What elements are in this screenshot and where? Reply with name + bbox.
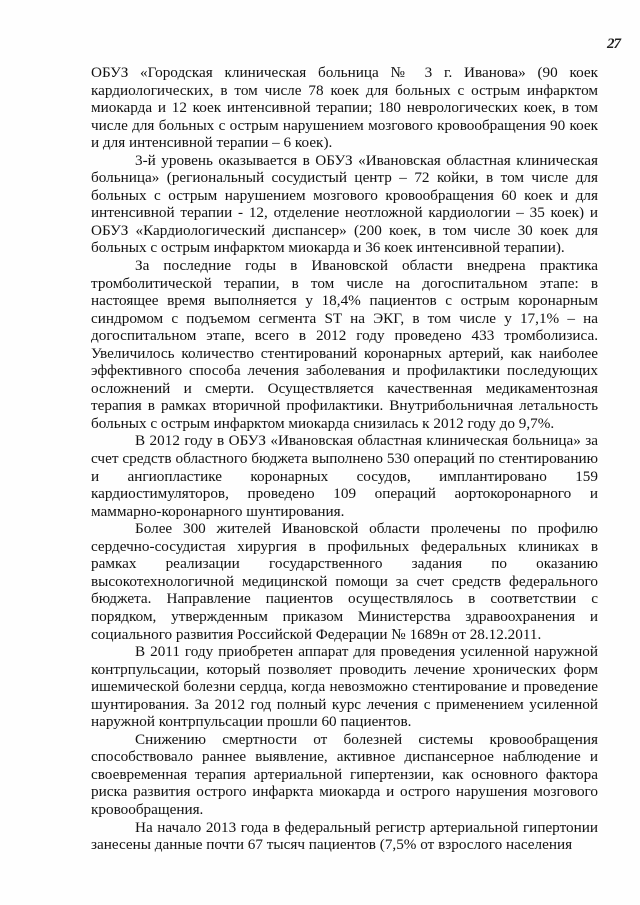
paragraph-mortality-reduction: Снижению смертности от болезней системы кровообращения способствовало раннее выявление, активное диспансерное наблюдение и своевременная терапия артериальной гипертензии, как основного фактора риска развития острого инфаркта миокарда и острого нарушения мозгового кровообращения. [91, 730, 598, 818]
page-number: 27 [607, 36, 620, 52]
body-text [91, 64, 598, 854]
paragraph-hypertension-register: На начало 2013 года в федеральный регистр артериальной гипертонии занесены данные почти 67 тысяч пациентов (7,5% от взрослого населения [91, 818, 598, 854]
paragraph-level-3: 3-й уровень оказывается в ОБУЗ «Ивановская областная клиническая больница» (региональный сосудистый центр – 72 койки, в том числе для больных с острым нарушением мозгового кровообращения 60 коек и для интенсивной терапии - 12, отделение неотложной кардиологии – 35 коек) и ОБУЗ «Кардиологический диспансер» (200 коек, в том числе 30 коек для больных с острым инфарктом миокарда и 36 коек интенсивной терапии). [91, 151, 598, 257]
paragraph-operations-2012: В 2012 году в ОБУЗ «Ивановская областная клиническая больница» за счет средств областного бюджета выполнено 530 операций по стентированию и ангиопластике коронарных сосудов, имплантировано 159 кардиостимуляторов, проведено 109 операций аортокоронарного и маммарно-коронарного шунтирования. [91, 432, 598, 520]
paragraph-counterpulsation: В 2011 году приобретен аппарат для проведения усиленной наружной контрпульсации, который позволяет проводить лечение хронических форм ишемической болезни сердца, когда невозможно стентирование и проведение шунтирования. За 2012 год полный курс лечения с применением усиленной наружной контрпульсации прошли 60 пациентов. [91, 643, 598, 731]
paragraph-federal-clinics: Более 300 жителей Ивановской области пролечены по профилю сердечно-сосудистая хирургия в профильных федеральных клиниках в рамках реализации государственного задания по оказанию высокотехнологичной медицинской помощи за счет средств федерального бюджета. Направление пациентов осуществлялось в соответствии с порядком, утвержденным приказом Министерства здравоохранения и социального развития Российской Федерации № 1689н от 28.12.2011. [91, 520, 598, 643]
paragraph-thrombolysis: За последние годы в Ивановской области внедрена практика тромболитической терапии, в том числе на догоспитальном этапе: в настоящее время выполняется у 18,4% пациентов с острым коронарным синдромом с подъемом сегмента ST на ЭКГ, в том числе у 17,1% – на догоспитальном этапе, всего в 2012 году проведено 433 тромболизиса. Увеличилось количество стентирований коронарных артерий, как наиболее эффективного способа лечения заболевания и профилактики последующих осложнений и смерти. Осуществляется качественная медикаментозная терапия в рамках вторичной профилактики. Внутрибольничная летальность больных с острым инфарктом миокарда снизилась к 2012 году до 9,7%. [91, 257, 598, 432]
paragraph-hospital-3: ОБУЗ «Городская клиническая больница № 3 г. Иванова» (90 коек кардиологических, в том числе 78 коек для больных с острым инфарктом миокарда и 12 коек интенсивной терапии; 180 неврологических коек, в том числе для больных с острым нарушением мозгового кровообращения 90 коек и для интенсивной терапии – 6 коек). [91, 64, 598, 152]
